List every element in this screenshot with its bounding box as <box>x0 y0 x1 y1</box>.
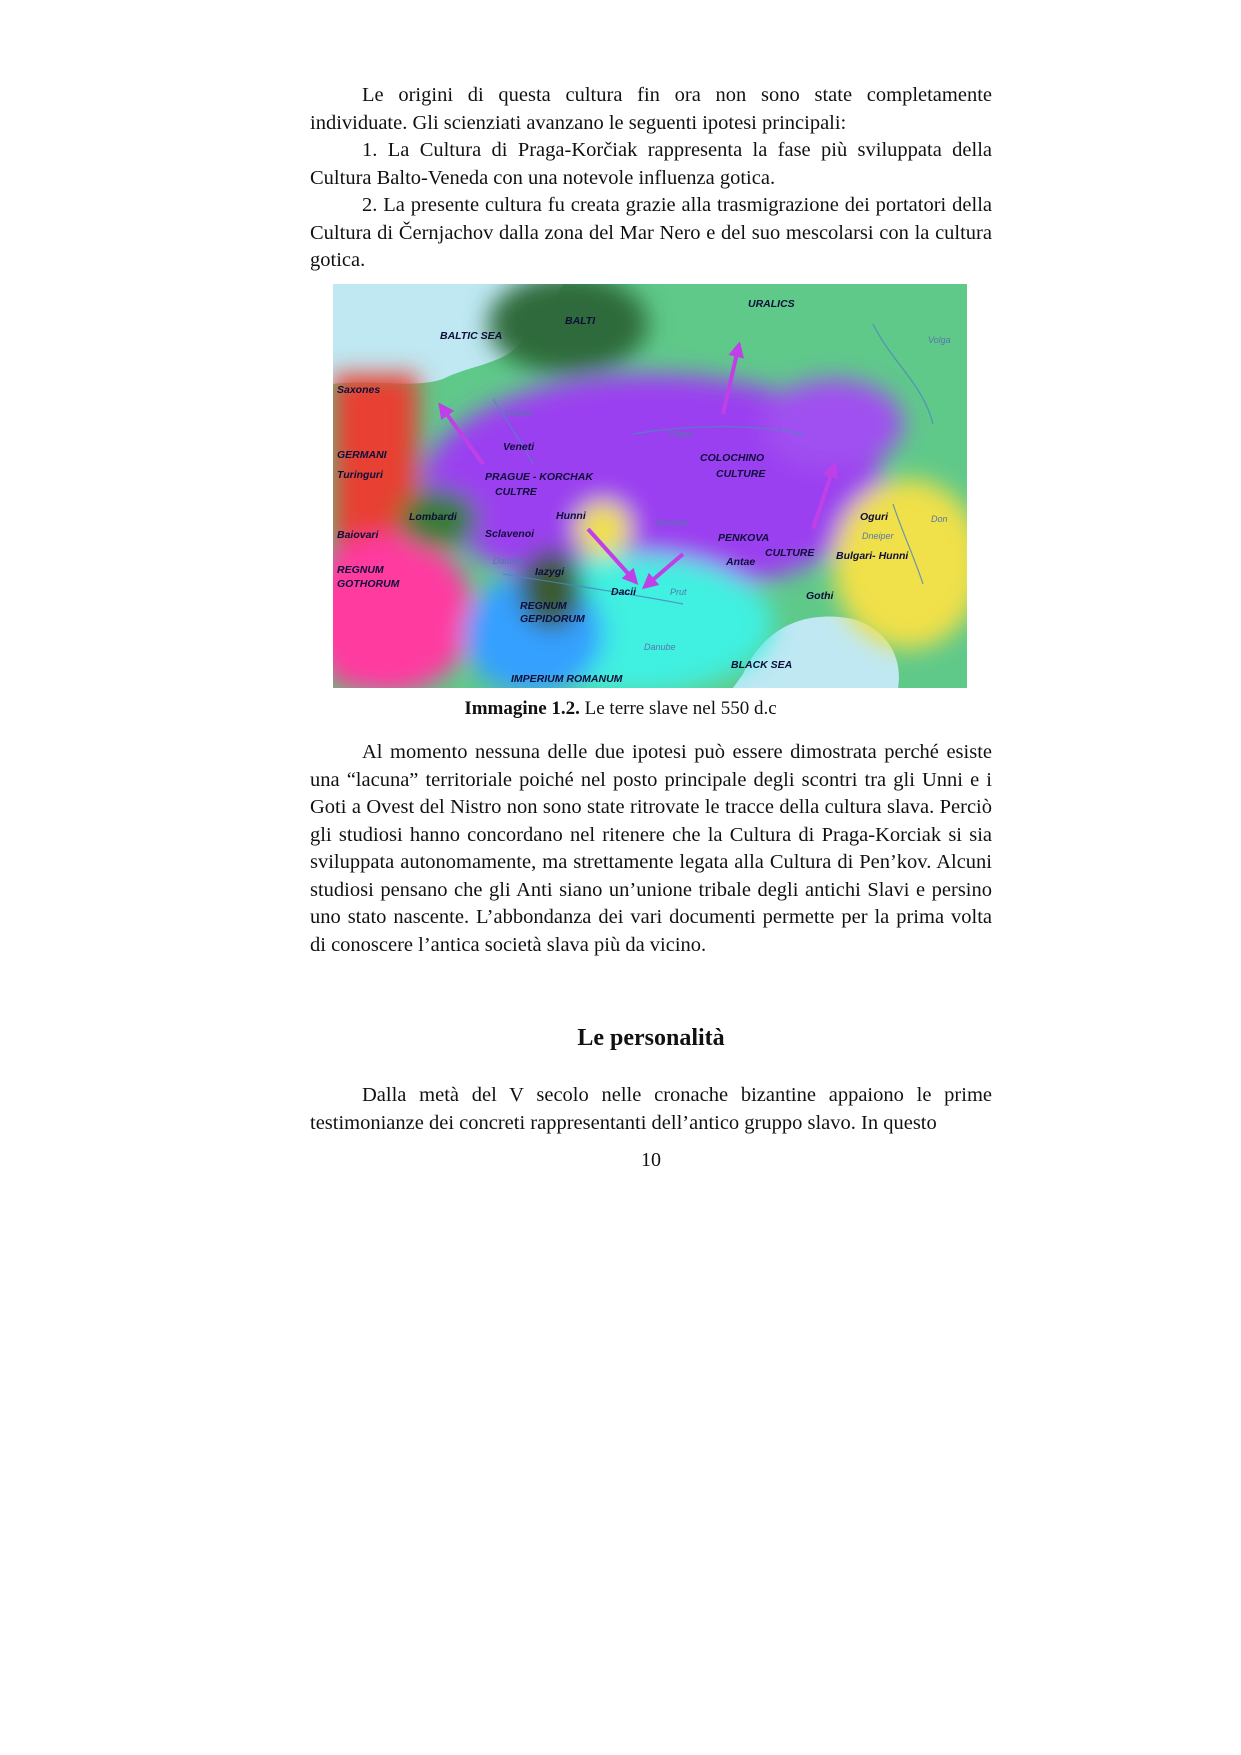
paragraph-personalities: Dalla metà del V secolo nelle cronache bizantine appaiono le prime testimonianze dei concreti rappresentanti dell’antico gruppo slavo. In questo <box>310 1084 992 1134</box>
svg-text:Sclavenoi: Sclavenoi <box>485 528 535 540</box>
svg-text:Pripet: Pripet <box>669 429 693 439</box>
svg-text:Hunni: Hunni <box>556 510 586 522</box>
svg-text:BALTIC SEA: BALTIC SEA <box>440 330 503 342</box>
caption-label: Immagine 1.2. <box>464 698 580 719</box>
svg-text:REGNUM: REGNUM <box>337 564 384 576</box>
svg-text:REGNUM: REGNUM <box>520 600 567 612</box>
svg-text:Dacii: Dacii <box>611 586 637 598</box>
map-figure <box>333 284 967 688</box>
svg-text:Veneti: Veneti <box>503 441 535 453</box>
caption-text: Le terre slave nel 550 d.c <box>579 698 777 719</box>
svg-text:GOTHORUM: GOTHORUM <box>337 578 400 590</box>
svg-text:BALTI: BALTI <box>565 315 596 327</box>
middle-text-block <box>310 739 992 959</box>
paragraph-hypothesis-2: 2. La presente cultura fu creata grazie alla trasmigrazione dei portatori della Cultura di Černjachov dalla zona del Mar Nero e del suo mescolarsi con la cultura gotica. <box>310 194 992 271</box>
svg-text:Gothi: Gothi <box>806 590 834 602</box>
svg-text:Vistula: Vistula <box>505 408 532 418</box>
svg-text:Danube: Danube <box>493 556 525 566</box>
svg-text:Saxones: Saxones <box>337 384 381 396</box>
svg-text:CULTURE: CULTURE <box>765 547 815 559</box>
paragraph-origins: Le origini di questa cultura fin ora non sono state completamente individuate. Gli scienziati avanzano le seguenti ipotesi principali: <box>310 84 992 134</box>
svg-text:CULTURE: CULTURE <box>716 468 766 480</box>
svg-text:Bulgari- Hunni: Bulgari- Hunni <box>836 550 909 562</box>
intro-text-block <box>310 82 992 275</box>
section-heading: Le personalità <box>577 1025 725 1051</box>
svg-text:IMPERIUM ROMANUM: IMPERIUM ROMANUM <box>511 673 623 685</box>
svg-text:Oguri: Oguri <box>860 511 888 523</box>
svg-text:PENKOVA: PENKOVA <box>718 532 770 544</box>
figure-caption <box>0 698 1241 720</box>
svg-text:Dneister: Dneister <box>655 518 689 528</box>
svg-text:Volga: Volga <box>928 335 951 345</box>
svg-text:COLOCHINO: COLOCHINO <box>700 452 765 464</box>
svg-text:Prut: Prut <box>670 587 687 597</box>
svg-text:Iazygi: Iazygi <box>535 566 565 578</box>
svg-text:URALICS: URALICS <box>748 298 795 310</box>
bottom-text-block <box>310 1082 992 1137</box>
svg-text:Turinguri: Turinguri <box>337 469 383 481</box>
paragraph-lacuna: Al momento nessuna delle due ipotesi può essere dimostrata perché esiste una “lacuna” territoriale poiché nel posto principale degli scontri tra gli Unni e i Goti a Ovest del Nistro non sono state ritrovate le tracce della cultura slava. Perciò gli studiosi hanno concordano nel ritenere che la Cultura di Praga-Korciak si sia sviluppata autonomamente, ma strettamente legata alla Cultura di Pen’kov. Alcuni studiosi pensano che gli Anti siano un’unione tribale degli antichi Slavi e persino uno stato nascente. L’abbondanza dei vari documenti permette per la prima volta di conoscere l’antica società slava più da vicino. <box>310 741 992 956</box>
paragraph-hypothesis-1: 1. La Cultura di Praga-Korčiak rappresenta la fase più sviluppata della Cultura Balto-Veneda con una notevole influenza gotica. <box>310 139 992 189</box>
svg-text:GERMANI: GERMANI <box>337 449 387 461</box>
svg-text:Danube: Danube <box>644 642 676 652</box>
page-number: 10 <box>641 1149 661 1171</box>
svg-text:BLACK SEA: BLACK SEA <box>731 659 793 671</box>
svg-text:PRAGUE - KORCHAK: PRAGUE - KORCHAK <box>485 471 593 483</box>
svg-text:Antae: Antae <box>726 556 756 568</box>
svg-text:Baiovari: Baiovari <box>337 529 379 541</box>
svg-text:Don: Don <box>931 514 948 524</box>
svg-text:Dneiper: Dneiper <box>862 531 894 541</box>
svg-text:Lombardi: Lombardi <box>409 511 457 523</box>
svg-text:CULTRE: CULTRE <box>495 486 537 498</box>
svg-text:GEPIDORUM: GEPIDORUM <box>520 613 585 625</box>
